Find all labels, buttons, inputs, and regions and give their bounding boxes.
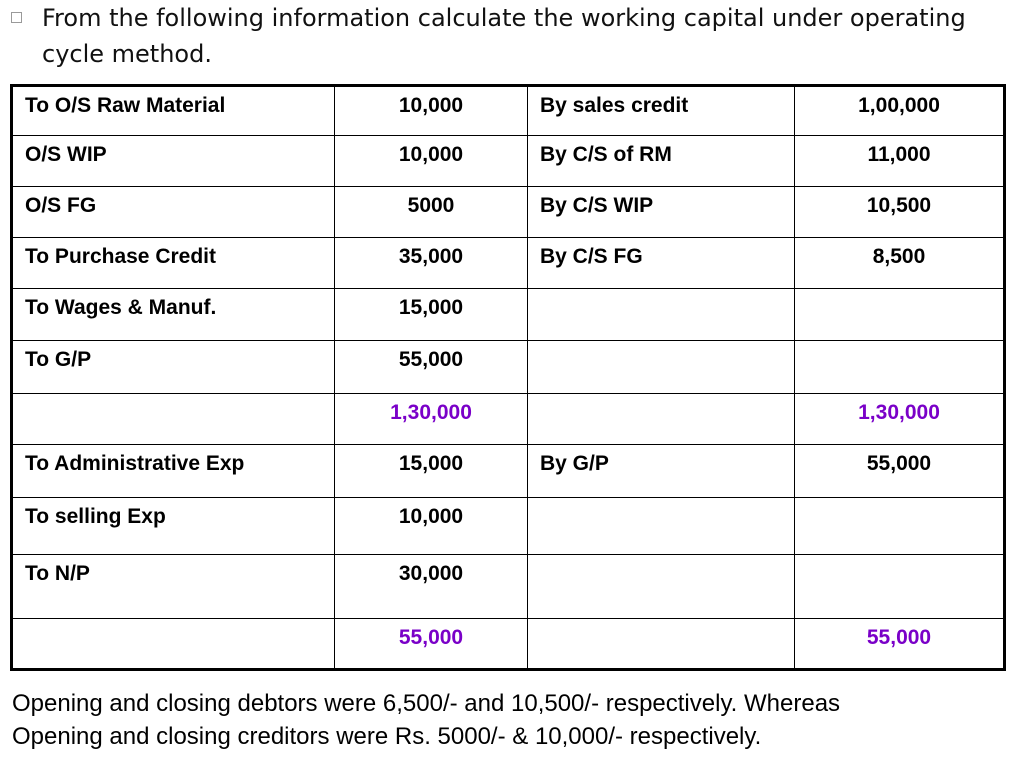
account-particular: To O/S Raw Material (12, 86, 335, 136)
table-row (12, 86, 1005, 136)
account-amount: 10,500 (795, 187, 1005, 238)
account-amount: 1,30,000 (335, 394, 528, 445)
account-particular: By C/S FG (528, 238, 795, 289)
bullet-icon (11, 12, 22, 23)
account-amount (795, 555, 1005, 619)
question-text: From the following information calculate the working capital under operating cycle method. (42, 4, 966, 68)
account-particular: To Wages & Manuf. (12, 289, 335, 341)
account-amount (795, 289, 1005, 341)
account-particular: O/S WIP (12, 136, 335, 187)
account-particular: To G/P (12, 341, 335, 394)
account-particular (12, 394, 335, 445)
footer-line-creditors: Opening and closing creditors were Rs. 5000/- & 10,000/- respectively. (12, 723, 762, 750)
account-particular: O/S FG (12, 187, 335, 238)
account-particular (528, 341, 795, 394)
account-amount: 1,00,000 (795, 86, 1005, 136)
account-particular: To N/P (12, 555, 335, 619)
account-amount (795, 341, 1005, 394)
footer-note (12, 687, 840, 753)
account-amount: 10,000 (335, 498, 528, 555)
table-row (12, 341, 1005, 394)
table-row (12, 136, 1005, 187)
account-amount: 55,000 (795, 619, 1005, 670)
account-particular: To selling Exp (12, 498, 335, 555)
trading-pl-account-table (10, 84, 1006, 671)
table-row (12, 498, 1005, 555)
account-amount: 30,000 (335, 555, 528, 619)
account-particular (528, 498, 795, 555)
account-amount: 10,000 (335, 136, 528, 187)
account-amount: 1,30,000 (795, 394, 1005, 445)
account-particular (528, 619, 795, 670)
account-amount: 55,000 (335, 619, 528, 670)
account-amount: 55,000 (335, 341, 528, 394)
account-particular (528, 555, 795, 619)
account-particular: By sales credit (528, 86, 795, 136)
account-amount: 8,500 (795, 238, 1005, 289)
total-row (12, 394, 1005, 445)
account-particular: By C/S of RM (528, 136, 795, 187)
account-amount: 35,000 (335, 238, 528, 289)
account-amount (795, 498, 1005, 555)
account-particular: To Administrative Exp (12, 445, 335, 498)
account-particular (12, 619, 335, 670)
account-particular (528, 289, 795, 341)
account-particular: By C/S WIP (528, 187, 795, 238)
account-amount: 55,000 (795, 445, 1005, 498)
account-amount: 5000 (335, 187, 528, 238)
table-row (12, 187, 1005, 238)
account-amount: 15,000 (335, 289, 528, 341)
account-particular: To Purchase Credit (12, 238, 335, 289)
account-amount: 11,000 (795, 136, 1005, 187)
table-row (12, 238, 1005, 289)
total-row (12, 619, 1005, 670)
account-amount: 10,000 (335, 86, 528, 136)
footer-line-debtors: Opening and closing debtors were 6,500/- and 10,500/- respectively. Whereas (12, 690, 841, 717)
account-particular: By G/P (528, 445, 795, 498)
account-particular (528, 394, 795, 445)
account-amount: 15,000 (335, 445, 528, 498)
table-row (12, 289, 1005, 341)
table-row (12, 445, 1005, 498)
table-row (12, 555, 1005, 619)
